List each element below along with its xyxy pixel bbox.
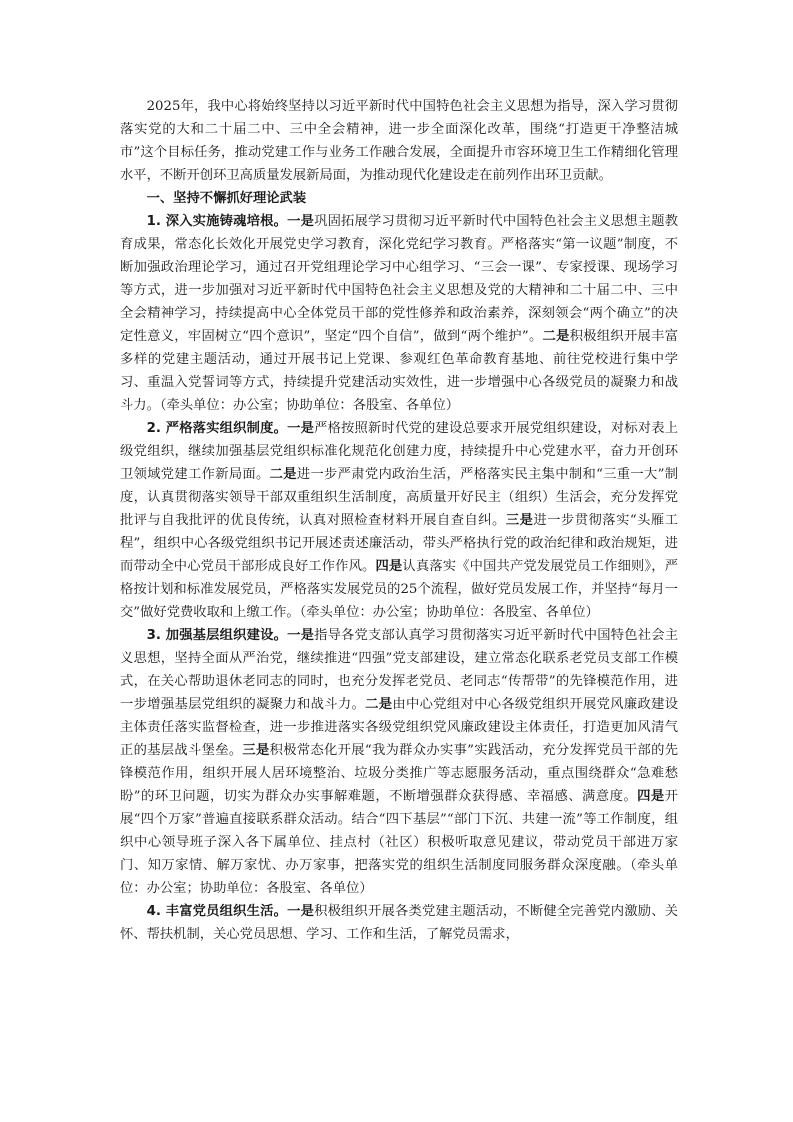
segment-lead: 三是 bbox=[242, 743, 270, 758]
document-page bbox=[120, 95, 678, 946]
segment-lead: 一是 bbox=[287, 214, 315, 229]
segment-lead: 一是 bbox=[287, 904, 315, 919]
segment-lead: 二是 bbox=[269, 467, 297, 482]
intro-paragraph: 2025年，我中心将始终坚持以习近平新时代中国特色社会主义思想为指导，深入学习贯彻落实党的大和二十届二中、三中全会精神，进一步全面深化改革，围绕“打造更干净整洁城市”这个目标任务，推动党建工作与业务工作融合发展，全面提升市容环境卫生工作精细化管理水平，不断开创环卫高质量发展新局面，为推动现代化建设走在前列作出环卫贡献。 bbox=[120, 99, 678, 183]
segment-text: 积极常态化开展“我为群众办实事”实践活动，充分发挥党员干部的先锋模范作用，组织开展人居环境整治、垃圾分类推广等志愿服务活动，重点围绕群众“急难愁盼”的环卫问题，切实为群众办实事解难题，不断增强群众获得感、幸福感、满意度。 bbox=[120, 743, 679, 804]
segment-text: 严格按照新时代党的建设总要求开展党组织建设，对标对表上级党组织，继续加强基层党组织标准化规范化创建力度，持续提升中心党建水平，奋力开创环卫领域党建工作新局面。 bbox=[120, 421, 679, 482]
segment-text: 进一步贯彻落实“头雁工程”，组织中心各级党组织书记开展述责述廉活动，带头严格执行党的政治纪律和政治规矩，进而带动全中心党员干部形成良好工作作风。 bbox=[120, 513, 679, 574]
item-title: 3. 加强基层组织建设。 bbox=[146, 628, 288, 643]
item-title: 4. 丰富党员组织生活。 bbox=[146, 904, 288, 919]
segment-text: 开展“四个万家”普遍直接联系群众活动。结合“四下基层”“部门下沉、共建一流”等工作制度，组织中心领导班子深入各下属单位、挂点村（社区）积极听取意见建议，带动党员干部进万家门、知万家情、解万家忧、办万家事，把落实党的组织生活制度同服务群众深度融。（牵头单位：办公室；协助单位：各股室、各单位） bbox=[120, 789, 679, 896]
segment-lead: 一是 bbox=[287, 421, 315, 436]
segment-lead: 四是 bbox=[637, 789, 665, 804]
segment-lead: 二是 bbox=[542, 329, 570, 344]
segment-text: 积极组织开展各类党建主题活动，不断健全完善党内激励、关怀、帮扶机制，关心党员思想、学习、工作和生活，了解党员需求， bbox=[120, 904, 679, 942]
item-paragraph-4 bbox=[120, 900, 678, 946]
segment-text: 进一步严肃党内政治生活，严格落实民主集中制和“三重一大”制度，认真贯彻落实领导干部双重组织生活制度，高质量开好民主（组织）生活会，充分发挥党批评与自我批评的优良传统，认真对照检查材料开展自查自纠。 bbox=[120, 467, 679, 528]
segment-text: 认真落实《中国共产党发展党员工作细则》，严格按计划和标准发展党员，严格落实发展党员的25个流程，做好党员发展工作，并坚持“每月一交”做好党费收取和上缴工作。（牵头单位：办公室；协助单位：各股室、各单位） bbox=[120, 559, 679, 620]
segment-text: 巩固拓展学习贯彻习近平新时代中国特色社会主义思想主题教育成果，常态化长效化开展党史学习教育，深化党纪学习教育。严格落实“第一议题”制度，不断加强政治理论学习，通过召开党组理论学习中心组学习、“三会一课”、专家授课、现场学习等方式，进一步加强对习近平新时代中国特色社会主义思想及党的大精神和二十届二中、三中全会精神学习，持续提高中心全体党员干部的党性修养和政治素养，深刻领会“两个确立”的决定性意义，牢固树立“四个意识”，坚定“四个自信”，做到“两个维护”。 bbox=[120, 214, 679, 344]
segment-text: 指导各党支部认真学习贯彻落实习近平新时代中国特色社会主义思想，坚持全面从严治党，继续推进“四强”党支部建设，建立常态化联系老党员支部工作模式，在关心帮助退休老同志的同时，也充分发挥老党员、老同志“传帮带”的先锋模范作用，进一步增强基层党组织的凝聚力和战斗力。 bbox=[120, 628, 679, 712]
segment-text: 积极组织开展丰富多样的党建主题活动，通过开展书记上党课、参观红色革命教育基地、前往党校进行集中学习、重温入党誓词等方式，持续提升党建活动实效性，进一步增强中心各级党员的凝聚力和战斗力。（牵头单位：办公室；协助单位：各股室、各单位） bbox=[120, 329, 679, 413]
item-paragraph-3 bbox=[120, 624, 678, 900]
segment-lead: 三是 bbox=[505, 513, 534, 528]
segment-lead: 一是 bbox=[287, 628, 315, 643]
item-title: 1. 深入实施铸魂培根。 bbox=[146, 214, 288, 229]
section-heading: 一、坚持不懈抓好理论武装 bbox=[146, 191, 307, 206]
segment-text: 由中心党组对中心各级党组织开展党风廉政建设主体责任落实监督检查，进一步推进落实各级党组织党风廉政建设主体责任，打造更加风清气正的基层战斗堡垒。 bbox=[120, 697, 679, 758]
segment-lead: 四是 bbox=[375, 559, 403, 574]
item-paragraph-2 bbox=[120, 417, 678, 624]
item-title: 2. 严格落实组织制度。 bbox=[146, 421, 288, 436]
segment-lead: 二是 bbox=[365, 697, 393, 712]
item-paragraph-1 bbox=[120, 210, 678, 417]
